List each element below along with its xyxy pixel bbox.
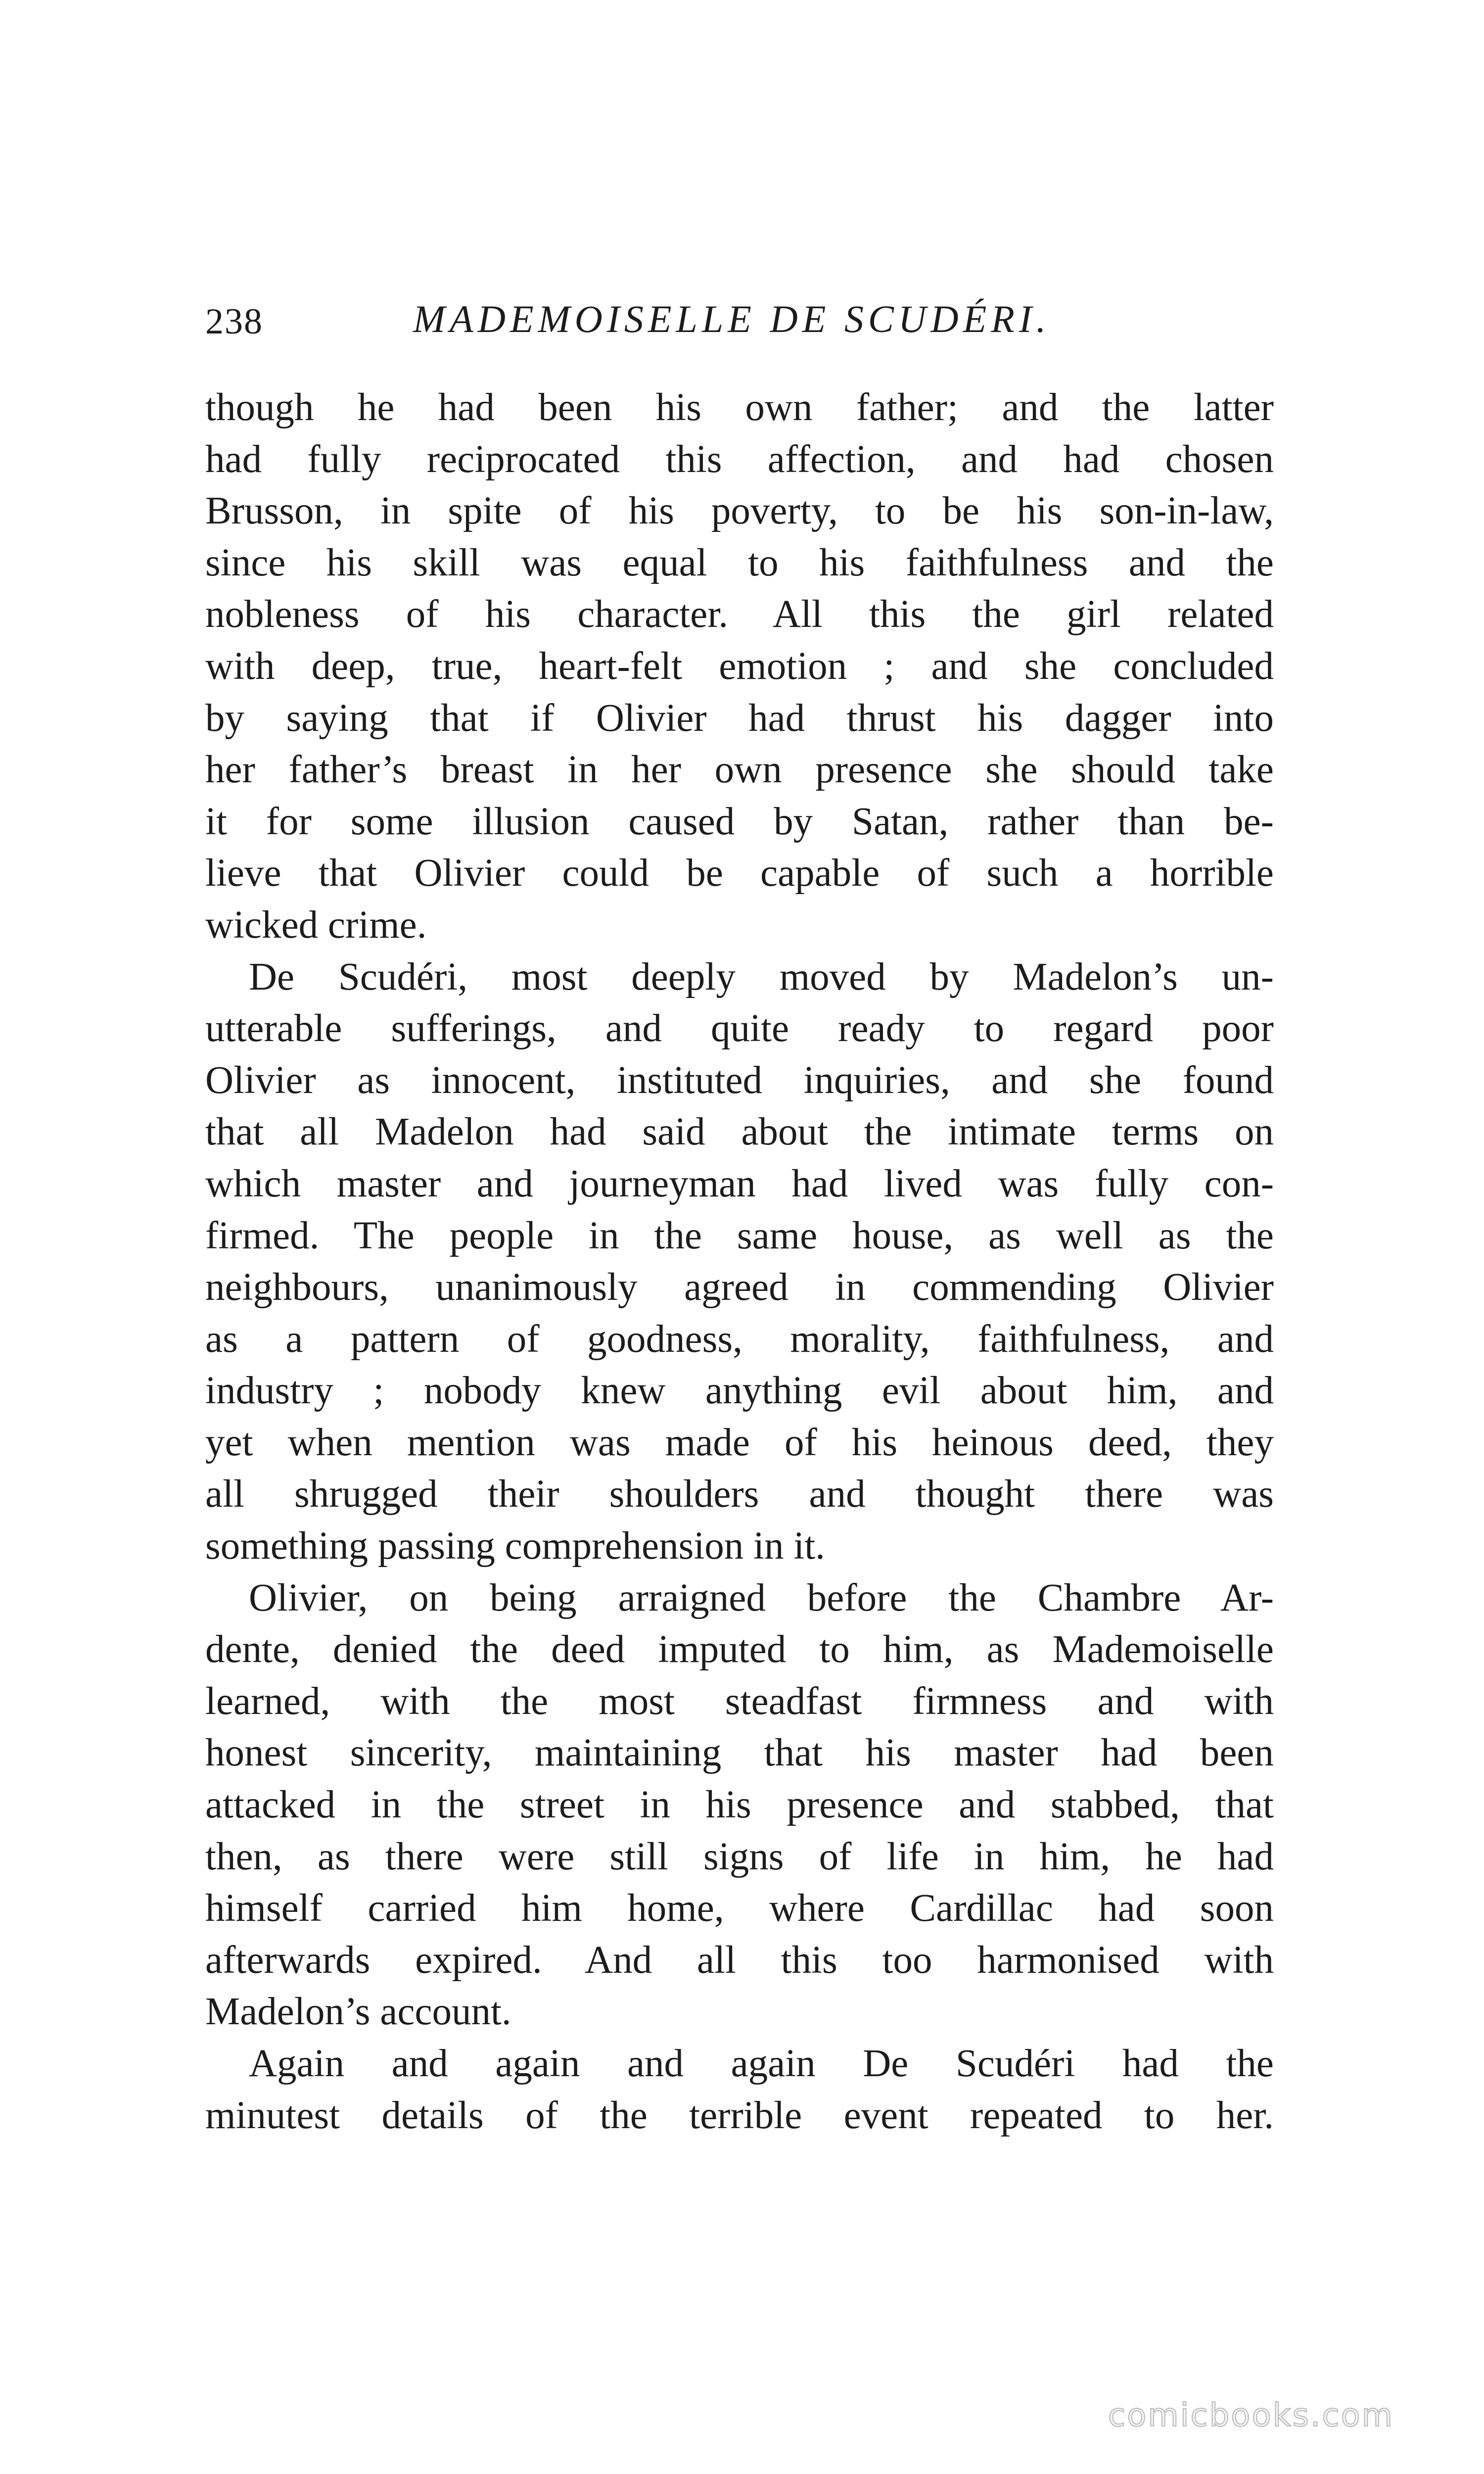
text-line: wicked crime. — [205, 903, 427, 947]
text-line: by saying that if Olivier had thrust his dagger into — [205, 696, 1274, 740]
text-line: her father’s breast in her own presence she should take — [205, 748, 1274, 792]
text-line: learned, with the most steadfast firmness and with — [205, 1679, 1274, 1723]
running-head — [205, 297, 1274, 351]
text-line: with deep, true, heart-felt emotion ; and she concluded — [205, 644, 1274, 688]
text-line: that all Madelon had said about the intimate terms on — [205, 1110, 1274, 1154]
text-line: yet when mention was made of his heinous deed, they — [205, 1421, 1274, 1464]
text-line: Olivier as innocent, instituted inquiries, and she found — [205, 1058, 1274, 1102]
text-line: which master and journeyman had lived was fully con- — [205, 1162, 1274, 1205]
text-line: neighbours, unanimously agreed in commending Olivier — [205, 1266, 1274, 1309]
text-line: lieve that Olivier could be capable of such a horrible — [205, 852, 1274, 895]
body-text — [205, 382, 1274, 2141]
text-line: Brusson, in spite of his poverty, to be his son-in-law, — [205, 489, 1274, 533]
text-line: himself carried him home, where Cardillac had soon — [205, 1887, 1274, 1930]
paragraph-3 — [205, 1572, 1274, 2038]
text-line: though he had been his own father; and the latter — [205, 386, 1274, 429]
text-line: since his skill was equal to his faithfulness and the — [205, 541, 1274, 584]
text-line: minutest details of the terrible event repeated to her. — [205, 2093, 1274, 2137]
text-line: had fully reciprocated this affection, and had chosen — [205, 437, 1274, 481]
text-line: dente, denied the deed imputed to him, as Mademoiselle — [205, 1628, 1274, 1671]
paragraph-2 — [205, 952, 1274, 1572]
text-line: honest sincerity, maintaining that his master had been — [205, 1731, 1274, 1775]
text-line: it for some illusion caused by Satan, rather than be- — [205, 800, 1274, 843]
watermark: comicbooks.com — [1108, 2397, 1394, 2434]
text-line: all shrugged their shoulders and thought there was — [205, 1473, 1274, 1516]
paragraph-4 — [205, 2038, 1274, 2141]
paragraph-1 — [205, 382, 1274, 952]
text-line: industry ; nobody knew anything evil about him, and — [205, 1369, 1274, 1413]
text-line: Olivier, on being arraigned before the Chambre Ar- — [249, 1576, 1274, 1619]
text-line: then, as there were still signs of life in him, he had — [205, 1835, 1274, 1878]
running-title: MADEMOISELLE DE SCUDÉRI. — [413, 297, 1051, 340]
text-line: firmed. The people in the same house, as well as the — [205, 1214, 1274, 1257]
text-line: something passing comprehension in it. — [205, 1524, 825, 1568]
text-line: Madelon’s account. — [205, 1990, 511, 2034]
text-line: De Scudéri, most deeply moved by Madelon’s un- — [249, 955, 1274, 999]
text-line: as a pattern of goodness, morality, faithfulness, and — [205, 1317, 1274, 1361]
page-number: 238 — [205, 301, 263, 342]
text-line: utterable sufferings, and quite ready to regard poor — [205, 1007, 1274, 1050]
text-line: nobleness of his character. All this the girl related — [205, 593, 1274, 636]
text-line: afterwards expired. And all this too harmonised with — [205, 1938, 1274, 1982]
text-line: Again and again and again De Scudéri had the — [249, 2042, 1274, 2085]
text-line: attacked in the street in his presence and stabbed, that — [205, 1783, 1274, 1827]
